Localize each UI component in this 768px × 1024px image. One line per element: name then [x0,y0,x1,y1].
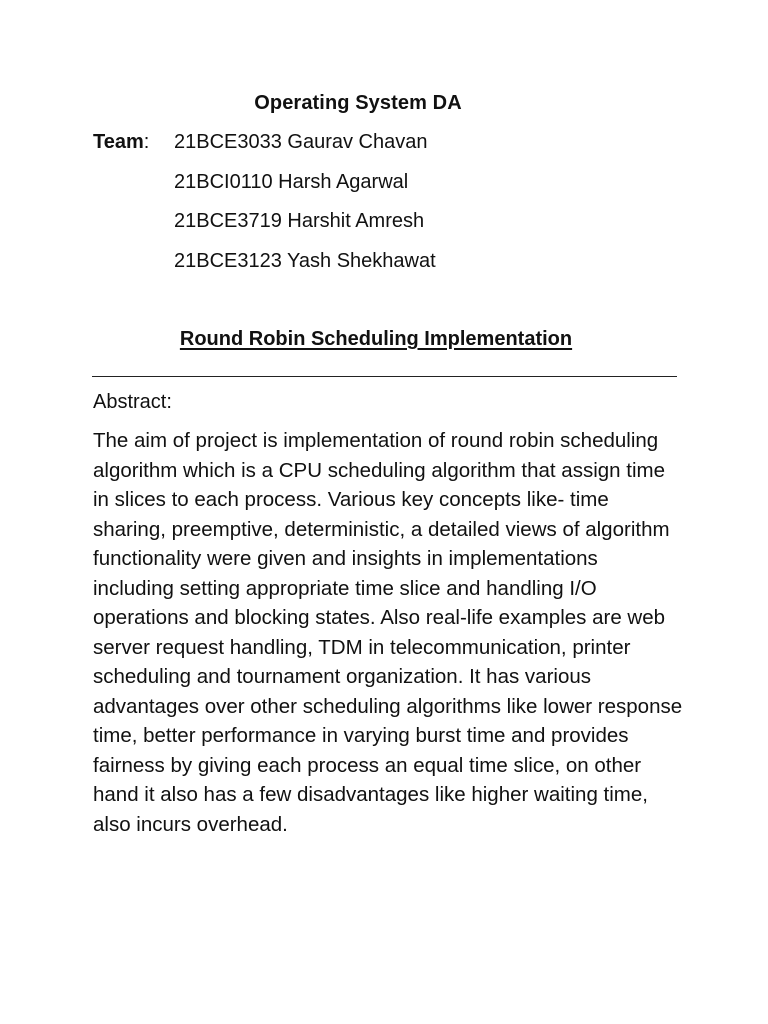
team-label-colon: : [143,131,150,153]
document-title: Operating System DA [254,92,462,114]
team-label-text: Team [93,131,144,153]
abstract-heading: Abstract: [93,391,172,413]
team-label [93,128,149,156]
team-member-2: 21BCI0110 Harsh Agarwal [174,171,409,193]
team-member-1: 21BCE3033 Gaurav Chavan [174,131,428,153]
horizontal-rule [92,376,677,377]
abstract-paragraph: The aim of project is implementation of round robin scheduling algorithm which is a CPU scheduling algorithm that assign time in slices to each process. Various key concepts like- time sharing, preemptive, deterministic, a detailed views of algorithm functionality were given and insights in implementations including setting appropriate time slice and handling I/O operations and blocking states. Also real-life examples are web server request handling, TDM in telecommunication, printer scheduling and tournament organization. It has various advantages over other scheduling algorithms like lower response time, better performance in varying burst time and provides fairness by giving each process an equal time slice, on other hand it also has a few disadvantages like higher waiting time, also incurs overhead. [93,429,683,836]
team-member-3: 21BCE3719 Harshit Amresh [174,210,425,232]
section-title: Round Robin Scheduling Implementation [179,328,573,350]
team-member-4: 21BCE3123 Yash Shekhawat [174,250,436,272]
